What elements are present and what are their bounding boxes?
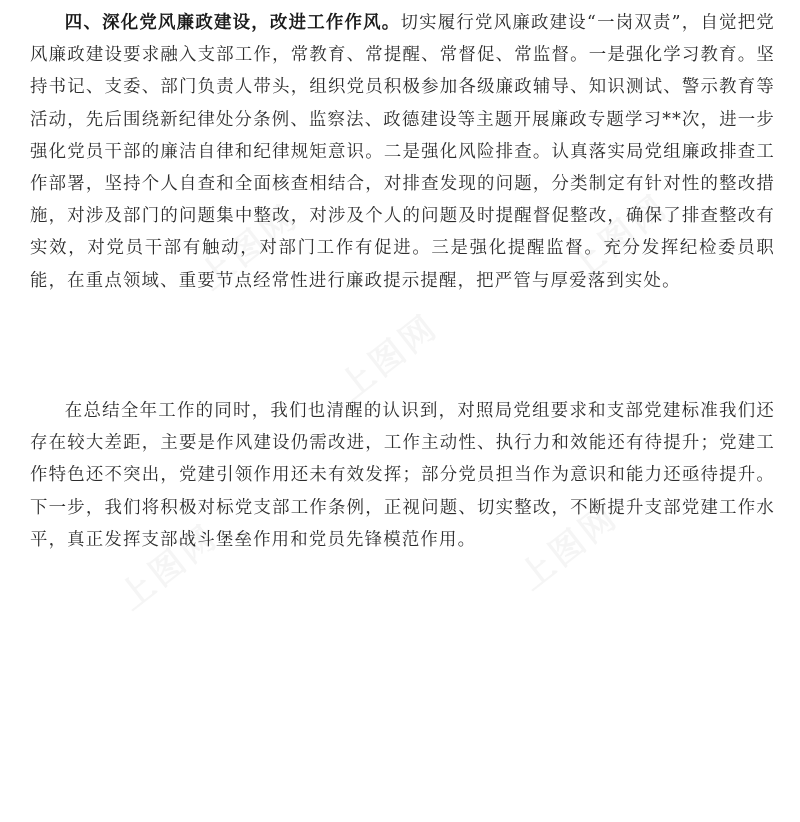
watermark: 上图网 <box>191 196 307 299</box>
paragraph-summary <box>30 395 775 556</box>
watermark: 上图网 <box>331 306 447 409</box>
section-heading: 四、深化党风廉政建设，改进工作作风。 <box>64 13 401 33</box>
paragraph-body: 切实履行党风廉政建设“一岗双责”，自觉把党风廉政建设要求融入支部工作，常教育、常提醒、常督促、常监督。一是强化学习教育。坚持书记、支委、部门负责人带头，组织党员积极参加各级廉政辅导、知识测试、警示教育等活动，先后围绕新纪律处分条例、监察法、政德建设等主题开展廉政专题学习**次，进一步强化党员干部的廉洁自律和纪律规矩意识。二是强化风险排查。认真落实局党组廉政排查工作部署，坚持个人自查和全面核查相结合，对排查发现的问题，分类制定有针对性的整改措施，对涉及部门的问题集中整改，对涉及个人的问题及时提醒督促整改，确保了排查整改有实效，对党员干部有触动，对部门工作有促进。三是强化提醒监督。充分发挥纪检委员职能，在重点领域、重要节点经常性进行廉政提示提醒，把严管与厚爱落到实处。 <box>30 13 775 291</box>
paragraph-body: 在总结全年工作的同时，我们也清醒的认识到，对照局党组要求和支部党建标准我们还存在较大差距，主要是作风建设仍需改进，工作主动性、执行力和效能还有待提升；党建工作特色还不突出，党建引领作用还未有效发挥；部分党员担当作为意识和能力还亟待提升。下一步，我们将积极对标党支部工作条例，正视问题、切实整改，不断提升支部党建工作水平，真正发挥支部战斗堡垒作用和党员先锋模范作用。 <box>30 401 775 550</box>
watermark: 上图网 <box>511 496 627 599</box>
watermark: 上图网 <box>561 186 677 289</box>
paragraph-party-conduct <box>30 7 775 297</box>
watermark: 上图网 <box>111 516 227 619</box>
